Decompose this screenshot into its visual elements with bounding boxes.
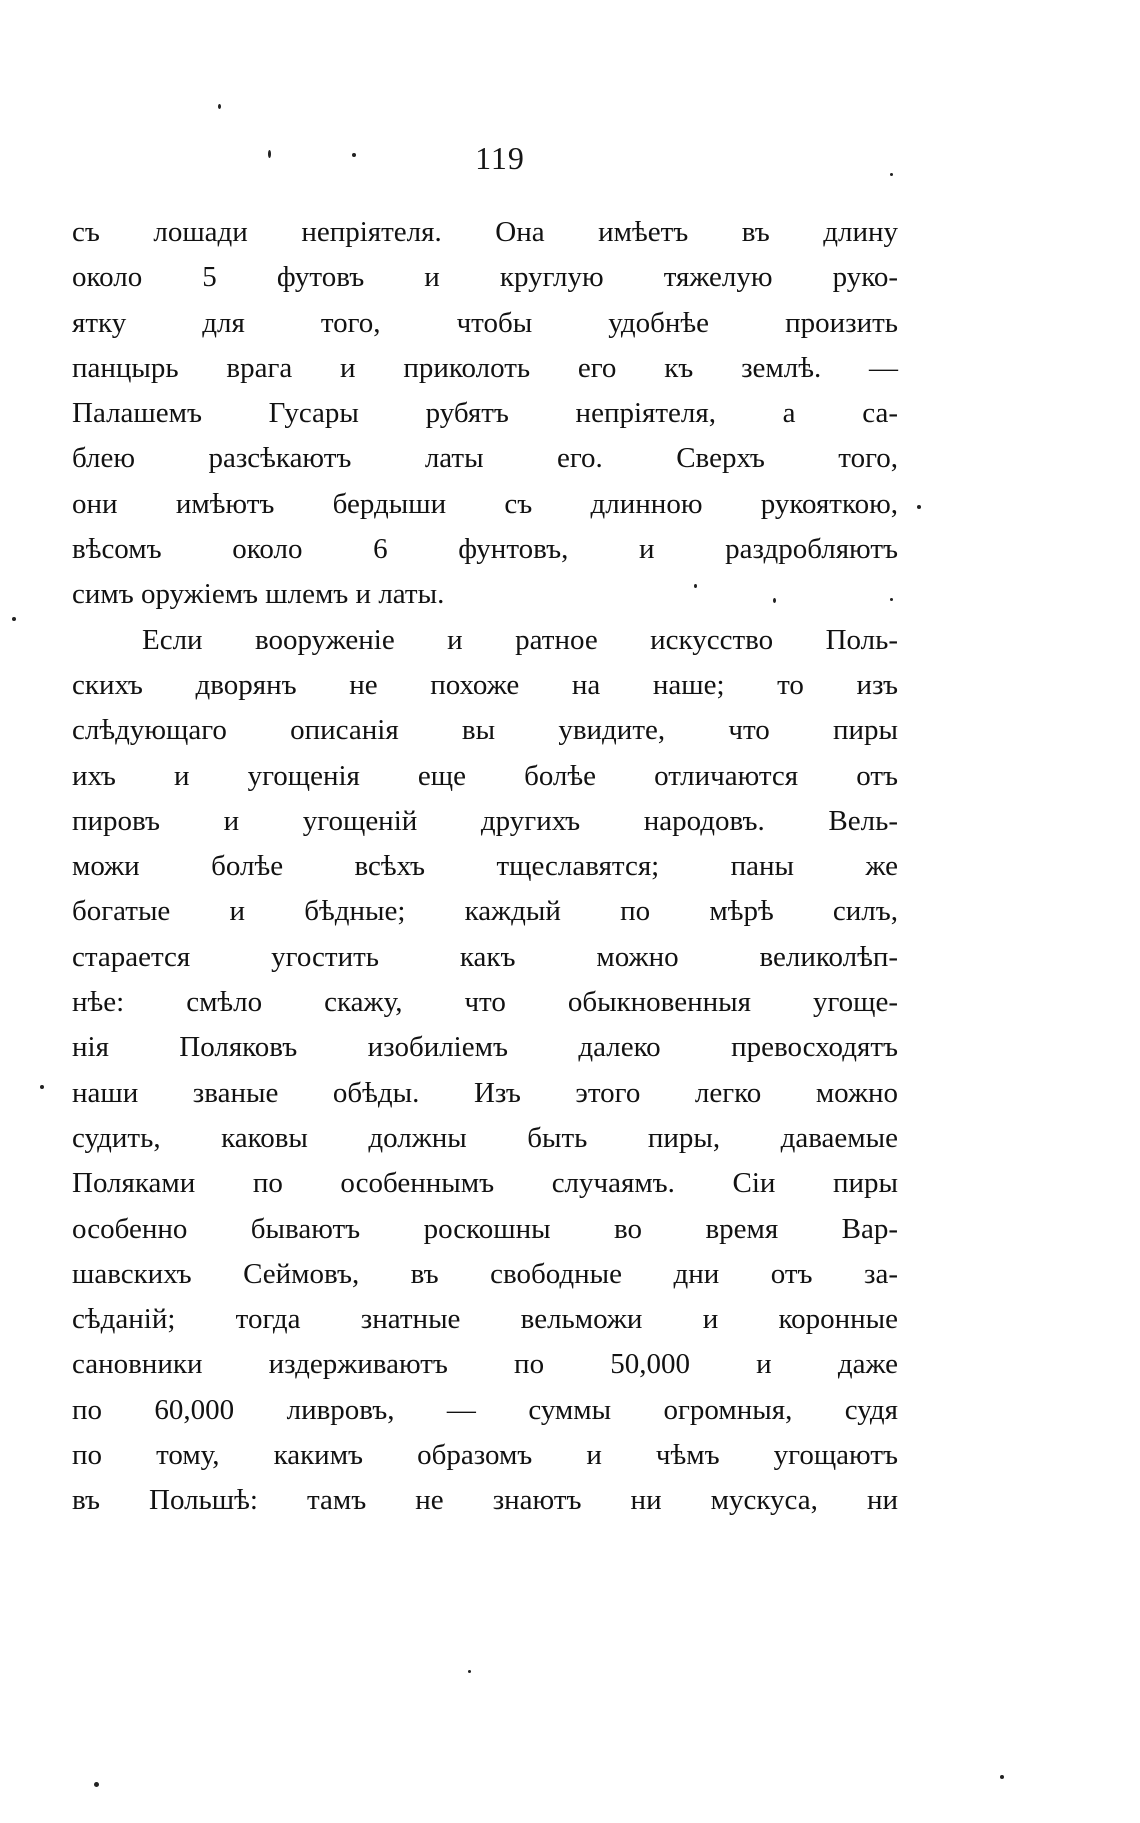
- text-line: богатые и бѣдные; каждый по мѣрѣ силъ,: [72, 895, 898, 928]
- text-line: въ Польшѣ: тамъ не знаютъ ни мускуса, ни: [72, 1484, 898, 1517]
- text-line: скихъ дворянъ не похоже на наше; то изъ: [72, 668, 898, 701]
- text-line: особенно бываютъ роскошны во время Вар-: [72, 1212, 898, 1245]
- text-line: ихъ и угощенія еще болѣе отличаются отъ: [72, 759, 898, 792]
- text-line: старается угостить какъ можно великолѣп-: [72, 940, 898, 973]
- page-number: 119: [475, 140, 525, 176]
- text-line: симъ оружіемъ шлемъ и латы.: [72, 578, 445, 611]
- text-line: панцырь врага и приколоть его къ землѣ. —: [72, 351, 898, 384]
- text-line: нѣе: смѣло скажу, что обыкновенныя угоще-: [72, 986, 898, 1019]
- text-line: блею разсѣкаютъ латы его. Сверхъ того,: [72, 442, 898, 475]
- text-line: съ лошади непріятеля. Она имѣетъ въ длину: [72, 216, 898, 248]
- print-speck: [1000, 1775, 1004, 1779]
- paragraph: [72, 210, 898, 618]
- text-line: нія Поляковъ изобиліемъ далеко превосходятъ: [72, 1031, 898, 1064]
- text-line: шавскихъ Сеймовъ, въ свободные дни отъ за-: [72, 1257, 898, 1290]
- text-line: по тому, какимъ образомъ и чѣмъ угощаютъ: [72, 1439, 898, 1472]
- text-line: вѣсомъ около 6 фунтовъ, и раздробляютъ: [72, 533, 898, 566]
- print-speck: [40, 1085, 44, 1089]
- paragraph: [72, 618, 898, 1524]
- text-line: Если вооруженіе и ратное искусство Поль-: [142, 623, 898, 656]
- text-line: они имѣютъ бердыши съ длинною рукояткою,: [72, 487, 898, 520]
- text-line: сановники издерживаютъ по 50,000 и даже: [72, 1348, 898, 1381]
- text-line: наши званые обѣды. Изъ этого легко можно: [72, 1076, 898, 1109]
- text-line: пировъ и угощеній другихъ народовъ. Вель-: [72, 804, 898, 837]
- print-speck: [917, 505, 921, 509]
- text-line: ятку для того, чтобы удобнѣе произить: [72, 306, 898, 339]
- print-speck: [12, 617, 16, 621]
- text-line: Палашемъ Гусары рубятъ непріятеля, а са-: [72, 397, 898, 430]
- text-line: можи болѣе всѣхъ тщеславятся; паны же: [72, 850, 898, 883]
- text-line: около 5 футовъ и круглую тяжелую руко-: [72, 261, 898, 294]
- text-line: Поляками по особеннымъ случаямъ. Сіи пиры: [72, 1167, 898, 1200]
- print-speck: [468, 1670, 471, 1673]
- text-line: слѣдующаго описанія вы увидите, что пиры: [72, 714, 898, 747]
- text-line: сѣданій; тогда знатные вельможи и коронные: [72, 1303, 898, 1336]
- print-speck: [94, 1782, 99, 1787]
- print-speck: [218, 104, 221, 109]
- text-line: судить, каковы должны быть пиры, даваемые: [72, 1121, 898, 1154]
- body-text: [72, 210, 898, 1524]
- text-line: по 60,000 ливровъ, — суммы огромныя, судя: [72, 1393, 898, 1426]
